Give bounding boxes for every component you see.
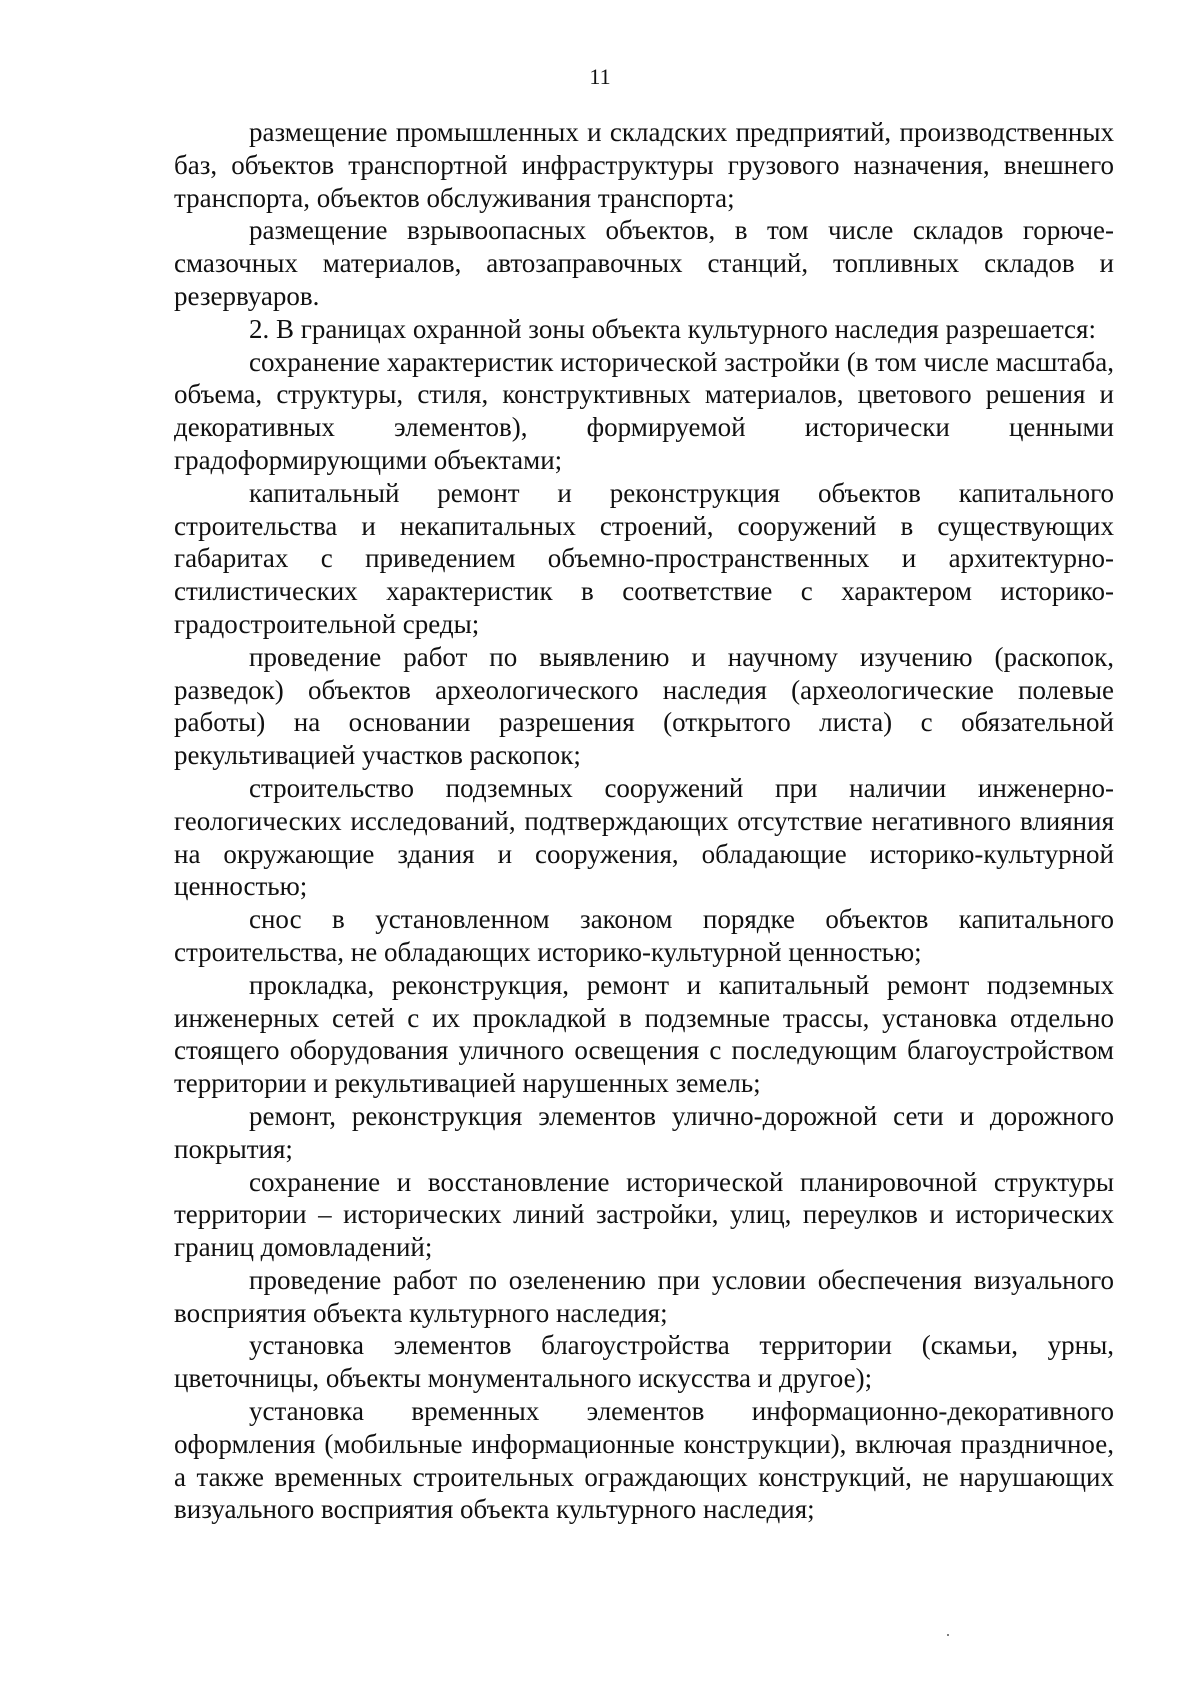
paragraph: установка элементов благоустройства территории (скамьи, урны, цветочницы, объекты монументального искусства и другое); xyxy=(174,1330,1114,1394)
scan-speck xyxy=(947,1634,949,1636)
paragraph: 2. В границах охранной зоны объекта культурного наследия разрешается: xyxy=(249,313,1096,344)
document-body xyxy=(174,116,1114,1526)
paragraph: установка временных элементов информационно-декоративного оформления (мобильные информационные конструкции), включая праздничное, а также временных строительных ограждающих конструкций, не нарушающих визуального восприятия объекта культурного наследия; xyxy=(174,1396,1114,1525)
paragraph: строительство подземных сооружений при наличии инженерно-геологических исследований, подтверждающих отсутствие негативного влияния на окружающие здания и сооружения, обладающие историко-культурной ценностью; xyxy=(174,772,1114,902)
paragraph: ремонт, реконструкция элементов улично-дорожной сети и дорожного покрытия; xyxy=(174,1100,1114,1164)
paragraph: проведение работ по выявлению и научному изучению (раскопок, разведок) объектов археологического наследия (археологические полевые работы) на основании разрешения (открытого листа) с обязательной рекультивацией участков раскопок; xyxy=(174,641,1114,771)
paragraph: размещение взрывоопасных объектов, в том числе складов горюче-смазочных материалов, автозаправочных станций, топливных складов и резервуаров. xyxy=(174,215,1114,311)
paragraph: размещение промышленных и складских предприятий, производственных баз, объектов транспортной инфраструктуры грузового назначения, внешнего транспорта, объектов обслуживания транспорта; xyxy=(174,117,1114,213)
paragraph: прокладка, реконструкция, ремонт и капитальный ремонт подземных инженерных сетей с их прокладкой в подземные трассы, установка отдельно стоящего оборудования уличного освещения с последующим благоустройством территории и рекультивацией нарушенных земель; xyxy=(174,969,1114,1099)
paragraph: сохранение и восстановление исторической планировочной структуры территории – исторических линий застройки, улиц, переулков и исторических границ домовладений; xyxy=(174,1166,1114,1263)
paragraph: сохранение характеристик исторической застройки (в том числе масштаба, объема, структуры, стиля, конструктивных материалов, цветового решения и декоративных элементов), формируемой исторически ценными градоформирующими объектами; xyxy=(174,346,1114,475)
page-number: 11 xyxy=(589,64,611,89)
paragraph: капитальный ремонт и реконструкция объектов капитального строительства и некапитальных строений, сооружений в существующих габаритах с приведением объемно-пространственных и архитектурно-стилистических характеристик в соответствие с характером историко-градостроительной среды; xyxy=(174,477,1114,639)
paragraph: снос в установленном законом порядке объектов капитального строительства, не обладающих историко-культурной ценностью; xyxy=(174,904,1114,967)
paragraph: проведение работ по озеленению при условии обеспечения визуального восприятия объекта культурного наследия; xyxy=(174,1264,1114,1328)
